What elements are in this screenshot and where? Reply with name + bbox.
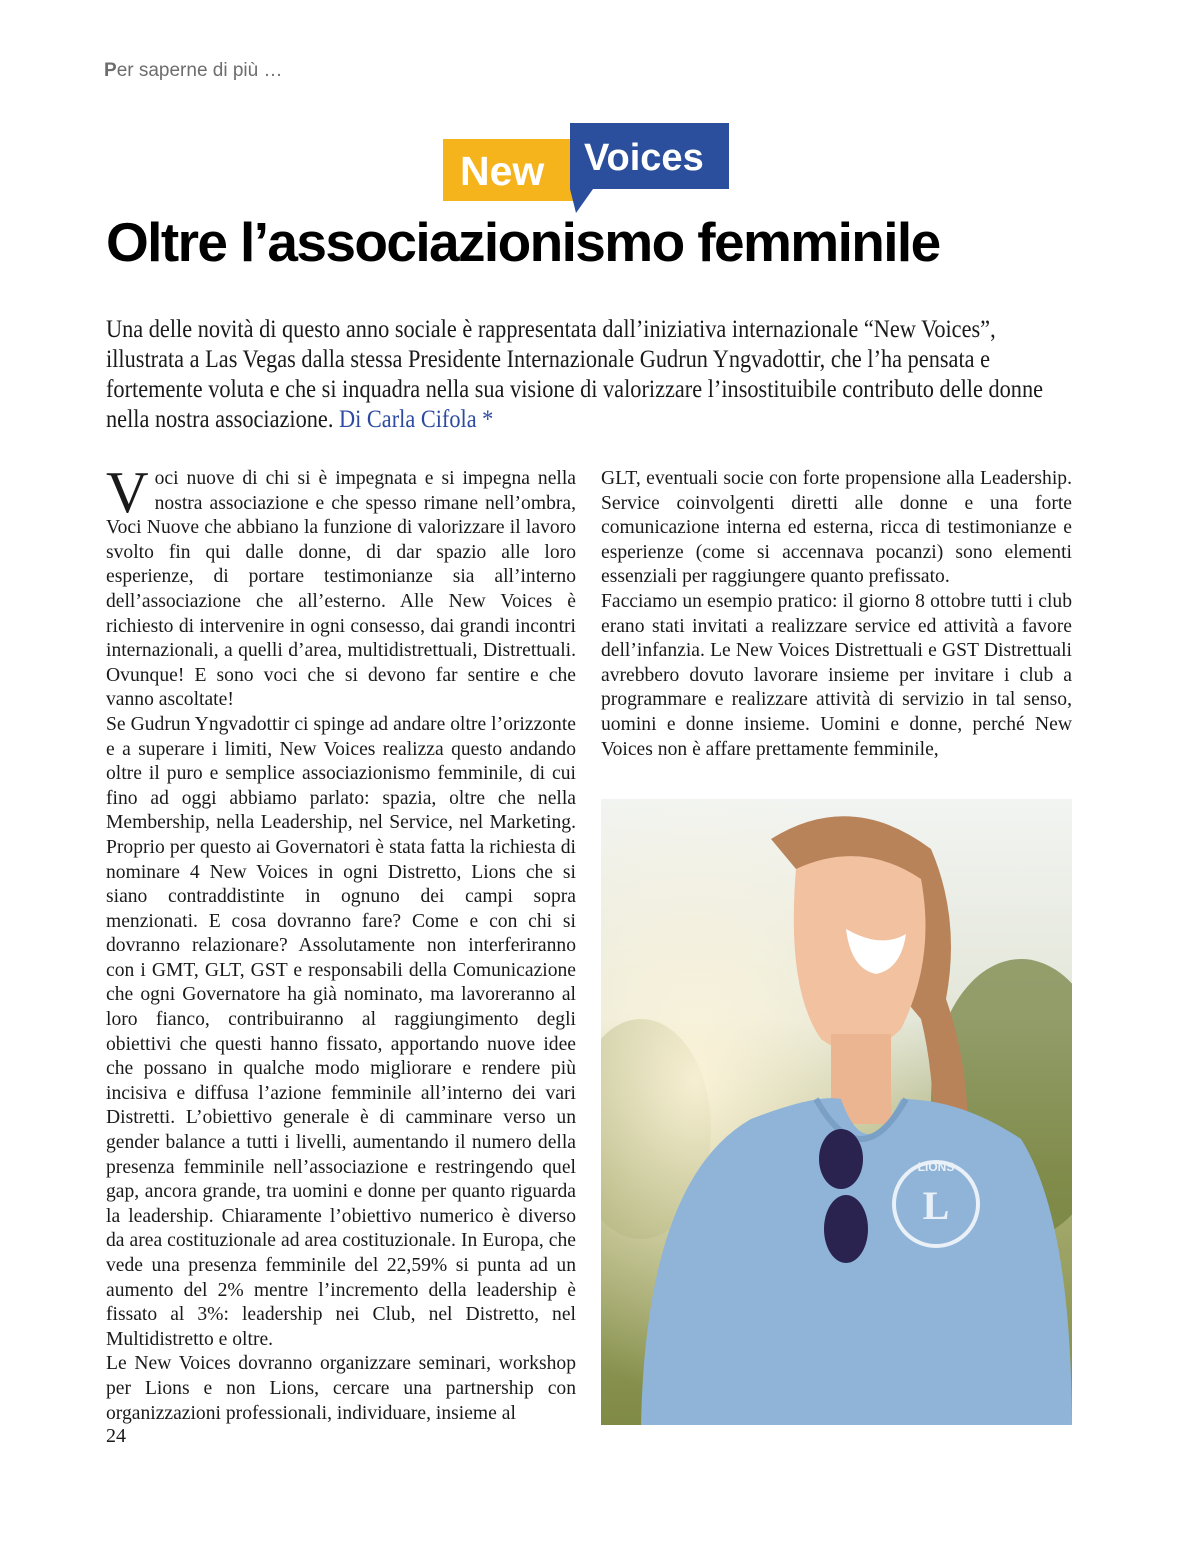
sunglasses-lens xyxy=(819,1129,863,1189)
new-voices-logo xyxy=(443,123,729,219)
paragraph: GLT, eventuali socie con forte propensione alla Leadership. Service coinvolgenti diretti alle donne e una forte comunicazione interna ed esterna, ricca di testimonianze e esperienze (come si accennava pocanzi) sono elementi essenziali per raggiungere quanto prefissato. xyxy=(601,468,1072,588)
section-label xyxy=(104,60,283,82)
sunglasses-lens xyxy=(824,1195,868,1263)
byline: Di Carla Cifola * xyxy=(339,406,494,433)
logo-voices-text: Voices xyxy=(584,137,704,179)
right-column xyxy=(601,467,1072,762)
paragraph: Se Gudrun Yngvadottir ci spinge ad andare oltre l’orizzonte e a superare i limiti, New Voices realizza questo andando oltre il puro e semplice associazionismo femminile, di cui fino ad oggi abbiamo parlato: spazia, oltre che nella Membership, nella Leadership, nel Service, nel Marketing. Proprio per questo ai Governatori è stata fatta la richiesta di nominare 4 New Voices in ogni Distretto, Lions che si siano contraddistinte in ognuno dei campi sopra menzionati. E cosa dovranno fare? Come e con chi si dovranno relazionare? Assolutamente non interferiranno con i GMT, GLT, GST e responsabili della Comunicazione che ogni Governatore ha già nominato, ma lavoreranno al loro fianco, contribuiranno al raggiungimento degli obiettivi che questi hanno fissato, apportando nuove idee che possano in qualche modo migliorare e rendere più incisiva e diffusa l’azione femminile all’interno dei vari Distretti. L’obiettivo generale è di camminare verso un gender balance a tutti i livelli, aumentando il numero della presenza femminile nell’associazione e restringendo quel gap, ancora grande, tra uomini e donne per quanto riguarda la leadership. Chiaramente l’obiettivo numerico è diverso da area costituzionale ad area costituzionale. In Europa, che vede una presenza femminile del 22,59% si punta ad un aumento del 2% mentre l’incremento della leadership è fissato al 3%: leadership nei Club, nel Distretto, nel Multidistretto e oltre. xyxy=(106,713,576,1350)
dropcap: V xyxy=(106,459,149,525)
left-column xyxy=(106,459,576,1426)
paragraph xyxy=(106,459,576,713)
photo-smiling-woman xyxy=(601,799,1072,1425)
section-label-initial: P xyxy=(104,60,117,81)
page-number: 24 xyxy=(106,1425,126,1447)
paragraph: Le New Voices dovranno organizzare seminari, workshop per Lions e non Lions, cercare una partnership con organizzazioni professionali, individuare, insieme al xyxy=(106,1353,576,1424)
logo-new-text: New xyxy=(460,148,545,194)
lions-emblem-text: LIONS xyxy=(917,1160,955,1174)
article-title: Oltre l’associazionismo femminile xyxy=(106,211,940,273)
paragraph: Facciamo un esempio pratico: il giorno 8 ottobre tutti i club erano stati invitati a realizzare service ed attività a favore dell’infanzia. Le New Voices Distrettuali e GST Distrettuali avrebbero dovuto lavorare insieme per invitare i club a programmare e realizzare attività di servizio in tal senso, uomini e donne insieme. Uomini e donne, perché New Voices non è affare prettamente femminile, xyxy=(601,590,1072,760)
lead-text: Una delle novità di questo anno sociale è rappresentata dall’iniziativa internazionale “New Voices”, illustrata a Las Vegas dalla stessa Presidente Internazionale Gudrun Yngvadottir, che l’ha pensata e fortemente voluta e che si inquadra nella sua visione di valorizzare l’insostituibile contributo delle donne nella nostra associazione. xyxy=(106,316,1044,433)
lions-emblem-letter: L xyxy=(922,1183,950,1228)
paragraph-text: oci nuove di chi si è impegnata e si impegna nella nostra associazione e che spesso rimane nell’ombra, Voci Nuove che abbiano la funzione di valorizzare il lavoro svolto fin qui dalle donne, di dar spazio alle loro esperienze, di portare testimonianze sia all’interno dell’associazione che all’esterno. Alle New Voices è richiesto di intervenire in ogni consesso, dai grandi incontri internazionali, a quelli d’area, multidistrettuali, Distrettuali. Ovunque! E sono voci che si devono far sentire e che vanno ascoltate! xyxy=(106,468,576,711)
section-label-rest: er saperne di più … xyxy=(116,60,283,81)
article-lead xyxy=(106,315,1076,435)
